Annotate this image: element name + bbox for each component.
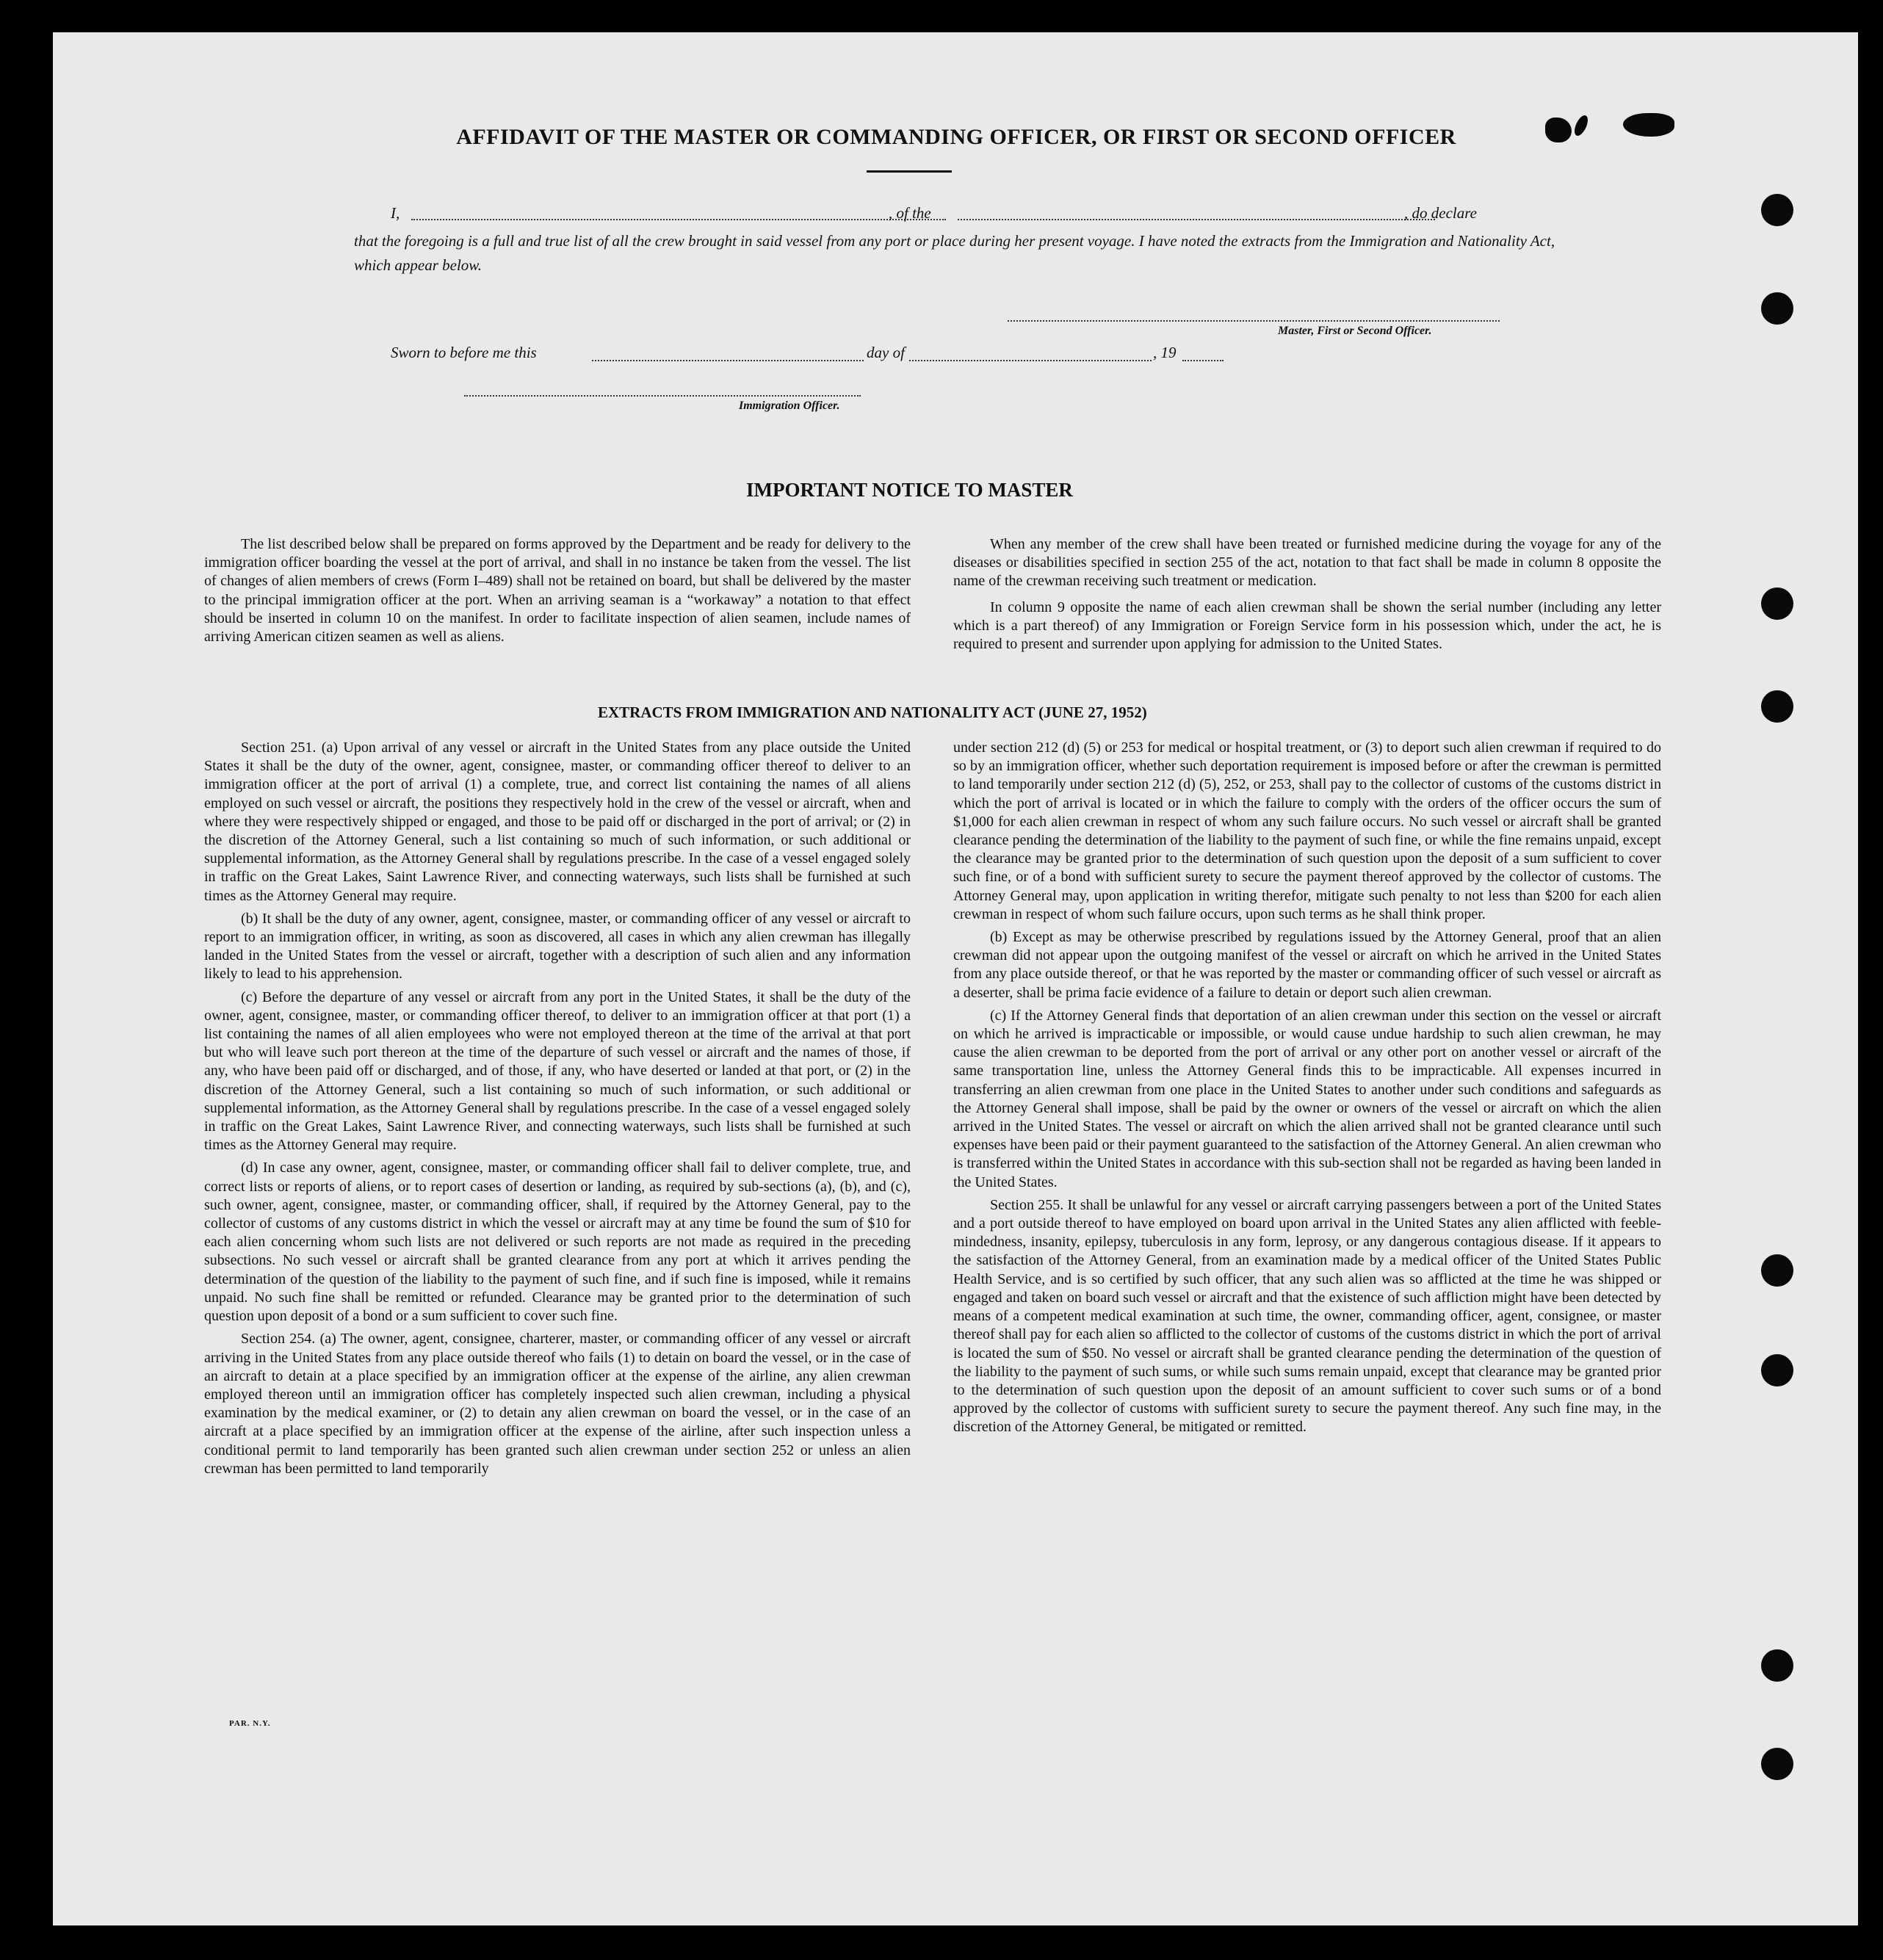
- ink-blot: [1623, 113, 1674, 137]
- ink-blot: [1572, 113, 1590, 137]
- sworn-day-field[interactable]: [592, 360, 864, 361]
- sworn-label: Sworn to before me this: [391, 344, 537, 361]
- notice-right-paragraph-1: When any member of the crew shall have been treated or furnished medicine during the voyage for any of the diseases or disabilities specified in section 255 of the act, notation to that fact shall be made in column 8 opposite the name of the crewman receiving such treatment or medication.: [953, 536, 1661, 590]
- extracts-right-column: [953, 739, 1661, 1442]
- notice-left-column: [204, 535, 911, 651]
- section-254-a: Section 254. (a) The owner, agent, consignee, charterer, master, or commanding officer of any vessel or aircraft arriving in the United States from any place outside thereof who fails (1) to detain on board the vessel, or in the case of an aircraft to detain at a place specified by an immigration officer at the expense of the airline, any alien crewman employed thereon until an immigration officer has completely inspected such alien crewman, including a physical examination by the medical examiner, or (2) to detain any alien crewman on board the vessel, or in the case of an aircraft at a place specified by an immigration officer at the expense of the airline, after such inspection unless a conditional permit to land temporarily has been granted such alien crewman under section 252 or unless an alien crewman has been permitted to land temporarily: [204, 1331, 911, 1477]
- section-251-b: (b) It shall be the duty of any owner, agent, consignee, master, or commanding officer of any vessel or aircraft to report to an immigration officer, in writing, as soon as discovered, all cases in which any alien crewman has illegally landed in the United States from the vessel or aircraft, together with a description of such alien and any information likely to lead to his apprehension.: [204, 910, 911, 983]
- do-declare-label: , do declare: [1404, 204, 1477, 222]
- sworn-year-field[interactable]: [1182, 360, 1224, 361]
- extracts-left-column: [204, 739, 911, 1483]
- title-underline: [867, 170, 952, 173]
- document-page: [53, 32, 1858, 1925]
- notice-heading: IMPORTANT NOTICE TO MASTER: [746, 479, 1073, 501]
- affidavit-statement: that the foregoing is a full and true list of all the crew brought in said vessel from any port or place during her present voyage. I have noted the extracts from the Immigration and Nationality Act, which appear below.: [354, 232, 1555, 274]
- notice-right-paragraph-2: In column 9 opposite the name of each alien crewman shall be shown the serial number (including any letter which is a part thereof) of any Immigration or Foreign Service form in his possession which, under the act, he is required to present and surrender upon applying for admission to the United States.: [953, 599, 1661, 653]
- punch-hole: [1761, 1748, 1793, 1780]
- section-251-d: (d) In case any owner, agent, consignee, master, or commanding officer shall fail to deliver complete, true, and correct lists or reports of aliens, or to report cases of desertion or landing, as required by sub-sections (a), (b), and (c), such owner, agent, consignee, master, or commanding officer, shall, if required by the Attorney General, pay to the collector of customs of any customs district in which the vessel or aircraft may at any time be found the sum of $10 for each alien concerning whom such lists are not delivered or such reports are not made as required in the preceding subsections. No such vessel or aircraft shall be granted clearance from any port at which it arrives pending the determination of the question of the liability to the payment of such fine, and if such fine is imposed, while it remains unpaid. No such fine shall be remitted or refunded. Clearance may be granted prior to the determination of such question upon deposit of a bond or a sum sufficient to cover such fine.: [204, 1160, 911, 1325]
- notice-right-column: [953, 535, 1661, 658]
- section-254-a-continued: under section 212 (d) (5) or 253 for medical or hospital treatment, or (3) to deport such alien crewman if required to do so by an immigration officer, whether such deportation requirement is imposed before or after the crewman is permitted to land temporarily under section 212 (d) (5), 252, or 253, shall pay to the collector of customs of the customs district in which the port of arrival is located or in which the failure to comply with the orders of the officer occurs the sum of $1,000 for each alien crewman in respect of whom any such failure occurs. No such vessel or aircraft shall be granted clearance pending the determination of the liability to the payment of such fine, or while the fine remains unpaid, except the clearance may be granted prior to the determination of such question upon the deposit of a sum sufficient to cover such fine, or of a bond with sufficient surety to secure the payment thereof approved by the collector of customs. The Attorney General may, upon application in writing therefor, mitigate such penalty to not less than $200 for each alien crewman in respect of whom such failure occurs, upon such terms as he shall think proper.: [953, 739, 1661, 922]
- sworn-month-field[interactable]: [909, 360, 1152, 361]
- officer-signature-line[interactable]: [464, 395, 861, 397]
- section-255: Section 255. It shall be unlawful for any vessel or aircraft carrying passengers between a port of the United States and a port outside thereof to have employed on board upon arrival in the United States any alien afflicted with feeble-mindedness, insanity, epilepsy, tuberculosis in any form, leprosy, or any dangerous contagious disease. If it appears to the satisfaction of the Attorney General, from an examination made by a medical officer of the United States Public Health Service, and is so certified by such officer, that any such alien was so afflicted at the time he was shipped or engaged and taken on board such vessel or aircraft and that the existence of such affliction might have been detected by means of a competent medical examination at such time, the owner, commanding officer, agent, consignee, or master thereof shall pay for each alien so afflicted to the collector of customs of the customs district in which the port of arrival is located the sum of $50. No vessel or aircraft shall be granted clearance pending the determination of the question of the liability to the payment of such sums, or while such sums remain unpaid, except that clearance may be granted prior to the determination of such question upon the deposit of an amount sufficient to cover such sums or of a bond approved by the collector of customs with sufficient surety to secure the payment thereof. Any such fine may, in the discretion of the Attorney General, be mitigated or remitted.: [953, 1196, 1661, 1436]
- ink-blot: [1545, 117, 1572, 142]
- punch-hole: [1761, 194, 1793, 226]
- punch-hole: [1761, 690, 1793, 723]
- day-of-label: day of: [867, 344, 905, 361]
- year-prefix-label: , 19: [1153, 344, 1177, 361]
- punch-hole: [1761, 1254, 1793, 1287]
- punch-hole: [1761, 1649, 1793, 1682]
- affidavit-title: AFFIDAVIT OF THE MASTER OR COMMANDING OFFICER, OR FIRST OR SECOND OFFICER: [456, 125, 1456, 149]
- printer-mark: PAR. N.Y.: [229, 1719, 271, 1728]
- officer-signature-label: Immigration Officer.: [739, 399, 840, 412]
- punch-hole: [1761, 292, 1793, 325]
- section-251-c: (c) Before the departure of any vessel or aircraft from any port in the United States, it shall be the duty of the owner, agent, consignee, master, or commanding officer thereof, to deliver to an immigration officer at that port (1) a list containing the names of all alien employees who were not employed thereon at the time of the arrival at that port but who will leave such port thereon at the time of the departure of such vessel or aircraft and the names of those, if any, who have been paid off or discharged, and of those, if any, who have deserted or landed at that port, or (2) in the discretion of the Attorney General, such a list containing so much of such information, or such additional or supplemental information, as the Attorney General shall by regulations prescribe. In the case of a vessel engaged solely in traffic on the Great Lakes, Saint Lawrence River, and connecting waterways, such lists shall be furnished at such times as the Attorney General may require.: [204, 988, 911, 1154]
- section-254-c: (c) If the Attorney General finds that deportation of an alien crewman under this section on the vessel or aircraft on which he arrived is impracticable or impossible, or would cause undue hardship to such alien crewman, he may cause the alien crewman to be deported from the port of arrival or any other port on another vessel or aircraft of the same transportation line, unless the Attorney General finds this to be impracticable. All expenses incurred in transferring an alien crewman from one place in the United States to another under such conditions and safeguards as the Attorney General shall impose, shall be paid by the owner or owners of the vessel or aircraft on which the alien arrived in the United States. The vessel or aircraft on which the alien arrived shall not be granted clearance until such expenses have been paid or their payment guaranteed to the satisfaction of the Attorney General. An alien crewman who is transferred within the United States in accordance with this sub-section shall not be regarded as having been landed in the United States.: [953, 1007, 1661, 1190]
- vessel-field[interactable]: [958, 219, 1435, 220]
- master-signature-label: Master, First or Second Officer.: [1278, 325, 1432, 337]
- name-field[interactable]: [411, 219, 946, 220]
- notice-left-paragraph: The list described below shall be prepared on forms approved by the Department and be ready for delivery to the immigration officer boarding the vessel at the port of arrival, and shall in no instance be taken from the vessel. The list of changes of alien members of crews (Form I–489) shall not be retained on board, but shall be delivered by the master to the principal immigration officer at the port. When an arriving seaman is a “workaway” a notation to that effect should be inserted in column 10 on the manifest. In order to facilitate inspection of alien seamen, include names of arriving American citizen seamen as well as aliens.: [204, 536, 911, 646]
- punch-hole: [1761, 1354, 1793, 1386]
- i-label: I,: [391, 204, 400, 222]
- master-signature-line[interactable]: [1008, 320, 1500, 322]
- section-254-b: (b) Except as may be otherwise prescribed by regulations issued by the Attorney General, proof that an alien crewman did not appear upon the outgoing manifest of the vessel or aircraft on which he arrived in the United States from any place outside thereof, or that he was reported by the master or commanding officer of such vessel or aircraft as a deserter, shall be prima facie evidence of a failure to detain or deport such alien crewman.: [953, 929, 1661, 1001]
- punch-hole: [1761, 587, 1793, 620]
- of-the-label: , of the: [889, 204, 931, 222]
- section-251-a: Section 251. (a) Upon arrival of any vessel or aircraft in the United States from any place outside the United States it shall be the duty of the owner, agent, consignee, master, or commanding officer thereof to deliver to an immigration officer at the port of arrival (1) a complete, true, and correct list containing the names of all aliens employed on such vessel or aircraft, the positions they respectively hold in the crew of the vessel or aircraft, when and where they were respectively shipped or engaged, and those to be paid off or discharged in the port of arrival; or (2) in the discretion of the Attorney General, such a list containing so much of such information, or such additional or supplemental information, as the Attorney General shall by regulations prescribe. In the case of a vessel engaged solely in traffic on the Great Lakes, Saint Lawrence River, and connecting waterways, such lists shall be furnished at such times as the Attorney General may require.: [204, 739, 911, 904]
- extracts-heading: EXTRACTS FROM IMMIGRATION AND NATIONALITY ACT (JUNE 27, 1952): [598, 704, 1147, 721]
